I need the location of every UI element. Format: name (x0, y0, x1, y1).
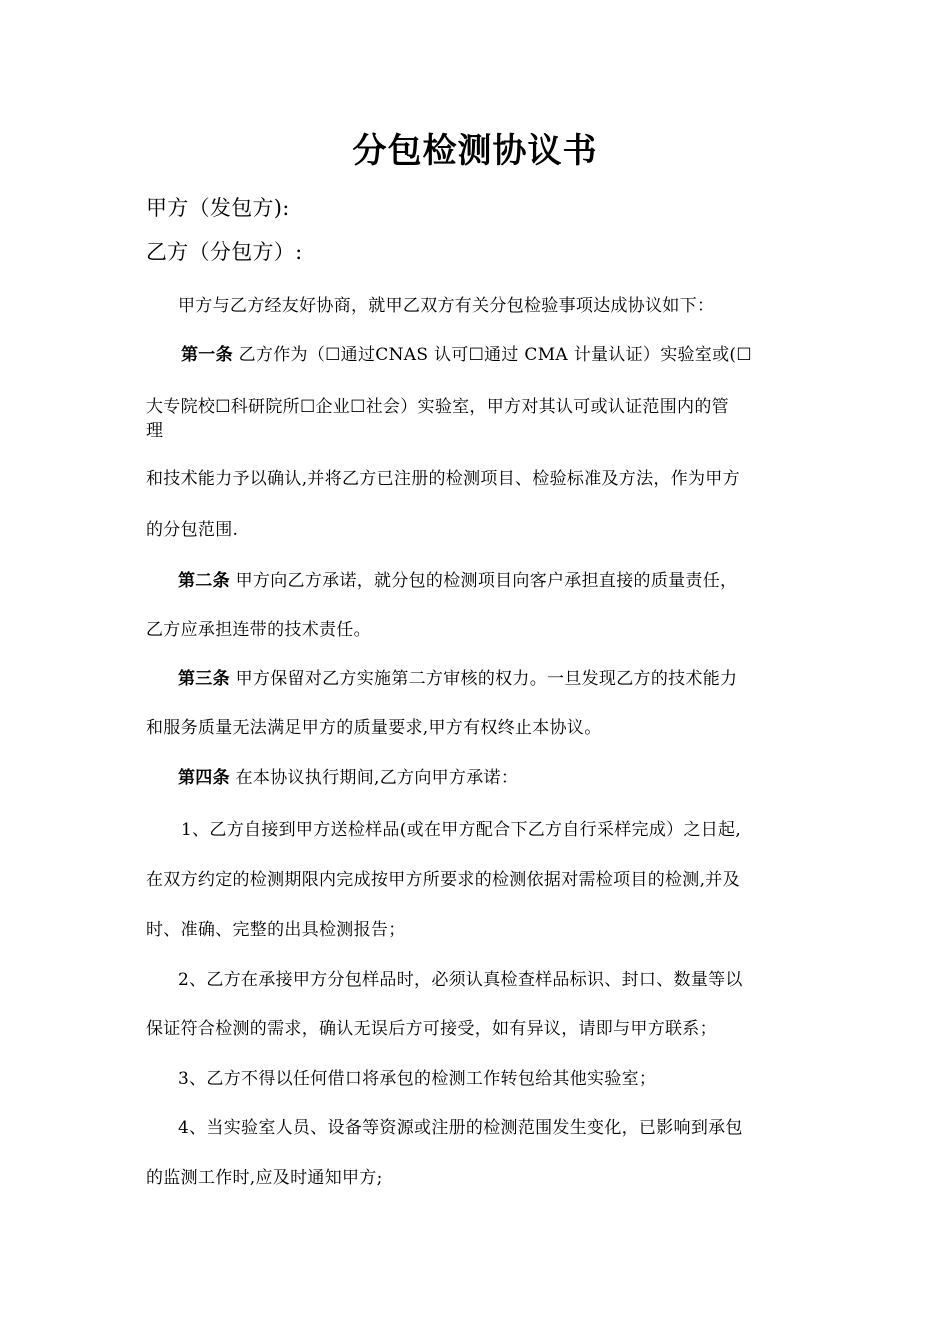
article1-line2: 大专院校☐科研院所☐企业☐社会）实验室，甲方对其认可或认证范围内的管 (146, 397, 729, 417)
article4-item3-line1: 3、乙方不得以任何借口将承包的检测工作转包给其他实验室； (178, 1069, 657, 1089)
article2-text-1: 甲方向乙方承诺，就分包的检测项目向客户承担直接的质量责任， (235, 571, 738, 591)
article4-label: 第四条 (178, 768, 230, 788)
article1-line3: 和技术能力予以确认,并将乙方已注册的检测项目、检验标准及方法，作为甲方 (146, 469, 740, 489)
article4-item4-line1: 4、当实验室人员、设备等资源或注册的检测范围发生变化，已影响到承包 (178, 1118, 743, 1138)
article3-line2: 和服务质量无法满足甲方的质量要求,甲方有权终止本协议。 (146, 718, 602, 738)
article4-text-1: 在本协议执行期间,乙方向甲方承诺： (235, 768, 519, 788)
article1-line4: 的分包范围. (146, 520, 239, 540)
article1-text-1: 乙方作为（☐通过CNAS 认可☐通过 CMA 计量认证）实验室或(☐ (238, 345, 752, 365)
article4-line1 (178, 767, 518, 789)
article1-line1 (181, 344, 752, 366)
article4-item1-line1: 1、乙方自接到甲方送检样品(或在甲方配合下乙方自行采样完成）之日起, (181, 820, 742, 840)
article4-item1-line2: 在双方约定的检测期限内完成按甲方所要求的检测依据对需检项目的检测,并及 (146, 870, 740, 890)
party-a-label: 甲方（发包方): (146, 196, 290, 220)
article4-item2-line1: 2、乙方在承接甲方分包样品时，必须认真检查样品标识、封口、数量等以 (178, 970, 743, 990)
article1-line2b: 理 (146, 421, 164, 441)
article4-item1-line3: 时、准确、完整的出具检测报告； (146, 920, 406, 940)
article4-item2-line2: 保证符合检测的需求，确认无误后方可接受，如有异议，请即与甲方联系； (146, 1019, 717, 1039)
article2-label: 第二条 (178, 571, 230, 591)
party-b-label: 乙方（分包方）: (146, 240, 303, 264)
article2-line2: 乙方应承担连带的技术责任。 (146, 620, 371, 640)
document-title: 分包检测协议书 (352, 131, 598, 171)
article3-text-1: 甲方保留对乙方实施第二方审核的权力。一旦发现乙方的技术能力 (235, 669, 738, 689)
intro-paragraph: 甲方与乙方经友好协商，就甲乙双方有关分包检验事项达成协议如下： (178, 296, 715, 316)
article3-label: 第三条 (178, 669, 230, 689)
article2-line1 (178, 570, 737, 592)
article3-line1 (178, 668, 737, 690)
article4-item4-line2: 的监测工作时,应及时通知甲方; (146, 1168, 383, 1188)
article1-label: 第一条 (181, 345, 233, 365)
